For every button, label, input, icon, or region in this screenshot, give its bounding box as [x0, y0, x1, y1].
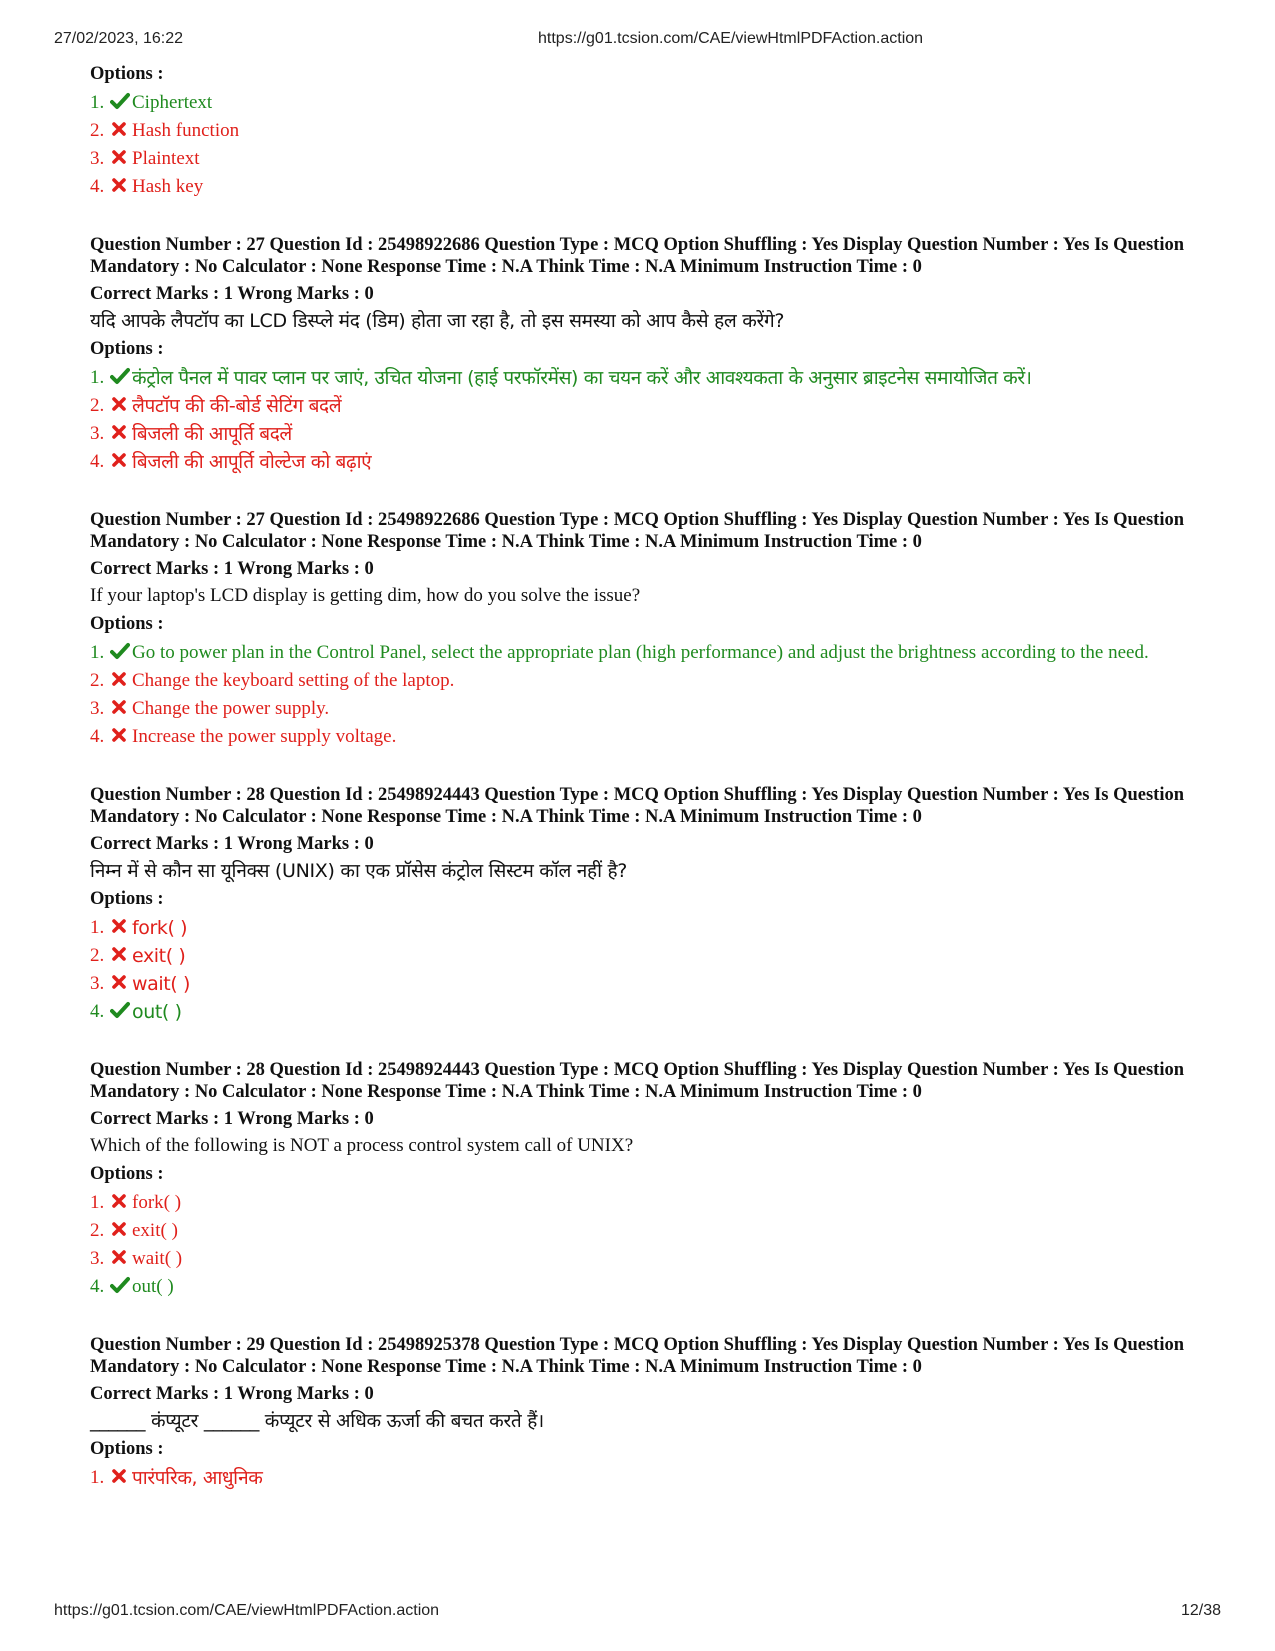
option-number: 4. [90, 1276, 105, 1297]
option-2 [90, 395, 1190, 417]
option-number: 1. [90, 1467, 105, 1488]
question-marks: Correct Marks : 1 Wrong Marks : 0 [90, 284, 374, 304]
option-number: 1. [90, 917, 105, 938]
question-marks: Correct Marks : 1 Wrong Marks : 0 [90, 1109, 374, 1129]
options-list [90, 1467, 1190, 1489]
option-2 [90, 1220, 1190, 1242]
cross-icon [110, 423, 132, 443]
option-text: लैपटॉप की की-बोर्ड सेटिंग बदलें [132, 395, 342, 417]
option-3 [90, 1248, 1190, 1270]
option-number: 2. [90, 945, 105, 966]
cross-icon [110, 1220, 132, 1240]
question-meta: Question Number : 27 Question Id : 25498922686 Question Type : MCQ Option Shuffling : Yes Display Question Number : Yes Is Question Mandatory : No Calculator : None Response Time : N.A Think Time : N.A Minimum Instruction Time : 0 [90, 235, 1185, 277]
check-icon [110, 1001, 132, 1021]
question-block [90, 784, 1190, 1023]
question-marks: Correct Marks : 1 Wrong Marks : 0 [90, 1384, 374, 1404]
option-3 [90, 973, 1190, 995]
option-text: Hash function [132, 120, 240, 141]
option-text: Change the keyboard setting of the laptop. [132, 670, 455, 691]
question-block [90, 509, 1190, 748]
option-1 [90, 1467, 1190, 1489]
cross-icon [110, 973, 132, 993]
options-label: Options : [90, 64, 164, 84]
options-list [90, 92, 1190, 198]
cross-icon [110, 1467, 132, 1487]
options-list [90, 1192, 1190, 1298]
check-icon [110, 92, 132, 112]
option-3 [90, 148, 1190, 170]
option-number: 3. [90, 698, 105, 719]
question-meta: Question Number : 28 Question Id : 25498924443 Question Type : MCQ Option Shuffling : Yes Display Question Number : Yes Is Question Mandatory : No Calculator : None Response Time : N.A Think Time : N.A Minimum Instruction Time : 0 [90, 785, 1185, 827]
option-text: out( ) [132, 1276, 174, 1297]
question-text: ______ कंप्यूटर ______ कंप्यूटर से अधिक ऊर्जा की बचत करते हैं। [90, 1410, 544, 1432]
cross-icon [110, 1248, 132, 1268]
option-1 [90, 917, 1190, 939]
options-label: Options : [90, 889, 164, 909]
option-text: Plaintext [132, 148, 200, 169]
question-text: Which of the following is NOT a process control system call of UNIX? [90, 1135, 634, 1156]
option-text: exit( ) [132, 945, 186, 967]
options-label: Options : [90, 614, 164, 634]
cross-icon [110, 945, 132, 965]
option-4 [90, 451, 1190, 473]
cross-icon [110, 148, 132, 168]
option-text: wait( ) [132, 973, 190, 995]
questions-list [90, 234, 1190, 1489]
option-number: 1. [90, 92, 105, 113]
check-icon [110, 367, 132, 387]
question-block [90, 1059, 1190, 1298]
option-number: 4. [90, 726, 105, 747]
cross-icon [110, 395, 132, 415]
option-number: 3. [90, 148, 105, 169]
question-meta: Question Number : 28 Question Id : 25498924443 Question Type : MCQ Option Shuffling : Yes Display Question Number : Yes Is Question Mandatory : No Calculator : None Response Time : N.A Think Time : N.A Minimum Instruction Time : 0 [90, 1060, 1185, 1102]
option-2 [90, 120, 1190, 142]
option-4 [90, 726, 1190, 748]
options-list [90, 917, 1190, 1023]
question-paper-content [90, 58, 1190, 1525]
question-marks: Correct Marks : 1 Wrong Marks : 0 [90, 834, 374, 854]
cross-icon [110, 1192, 132, 1212]
option-text: Change the power supply. [132, 698, 330, 719]
option-number: 1. [90, 642, 105, 663]
option-number: 4. [90, 176, 105, 197]
option-4 [90, 176, 1190, 198]
question-meta: Question Number : 27 Question Id : 25498922686 Question Type : MCQ Option Shuffling : Yes Display Question Number : Yes Is Question Mandatory : No Calculator : None Response Time : N.A Think Time : N.A Minimum Instruction Time : 0 [90, 510, 1185, 552]
options-label: Options : [90, 339, 164, 359]
question-text: यदि आपके लैपटॉप का LCD डिस्प्ले मंद (डिम) होता जा रहा है, तो इस समस्या को आप कैसे हल करेंगे? [90, 310, 785, 332]
question-block [90, 1334, 1190, 1489]
option-number: 1. [90, 1192, 105, 1213]
option-text: fork( ) [132, 917, 188, 939]
option-text: बिजली की आपूर्ति बदलें [132, 423, 292, 445]
cross-icon [110, 176, 132, 196]
option-number: 2. [90, 670, 105, 691]
option-number: 4. [90, 1001, 105, 1022]
cross-icon [110, 120, 132, 140]
option-1 [90, 367, 1190, 389]
option-2 [90, 670, 1190, 692]
option-2 [90, 945, 1190, 967]
option-text: out( ) [132, 1001, 182, 1023]
option-number: 2. [90, 395, 105, 416]
question-meta: Question Number : 29 Question Id : 25498925378 Question Type : MCQ Option Shuffling : Yes Display Question Number : Yes Is Question Mandatory : No Calculator : None Response Time : N.A Think Time : N.A Minimum Instruction Time : 0 [90, 1335, 1185, 1377]
option-number: 3. [90, 973, 105, 994]
option-text: exit( ) [132, 1220, 178, 1241]
option-number: 4. [90, 451, 105, 472]
options-list [90, 642, 1190, 748]
options-label: Options : [90, 1164, 164, 1184]
option-1 [90, 642, 1190, 664]
option-text: Hash key [132, 176, 204, 197]
option-text: Go to power plan in the Control Panel, select the appropriate plan (high performance) and adjust the brightness according to the need. [132, 642, 1149, 663]
cross-icon [110, 451, 132, 471]
option-3 [90, 698, 1190, 720]
option-number: 2. [90, 120, 105, 141]
option-number: 3. [90, 423, 105, 444]
option-number: 1. [90, 367, 105, 388]
option-text: कंट्रोल पैनल में पावर प्लान पर जाएं, उचित योजना (हाई परफॉरमेंस) का चयन करें और आवश्यकता के अनुसार ब्राइटनेस समायोजित करें। [132, 367, 1032, 389]
option-3 [90, 423, 1190, 445]
option-text: पारंपरिक, आधुनिक [132, 1467, 263, 1489]
option-text: Ciphertext [132, 92, 213, 113]
question-options-continued [90, 62, 1190, 198]
option-text: Increase the power supply voltage. [132, 726, 397, 747]
cross-icon [110, 670, 132, 690]
option-1 [90, 1192, 1190, 1214]
options-label: Options : [90, 1439, 164, 1459]
option-text: fork( ) [132, 1192, 182, 1213]
option-4 [90, 1001, 1190, 1023]
print-url[interactable]: https://g01.tcsion.com/CAE/viewHtmlPDFAction.action [538, 30, 924, 47]
question-marks: Correct Marks : 1 Wrong Marks : 0 [90, 559, 374, 579]
question-text: If your laptop's LCD display is getting dim, how do you solve the issue? [90, 585, 641, 606]
cross-icon [110, 917, 132, 937]
cross-icon [110, 726, 132, 746]
option-1 [90, 92, 1190, 114]
check-icon [110, 1276, 132, 1296]
page-number: 12/38 [1180, 1602, 1221, 1619]
option-text: बिजली की आपूर्ति वोल्टेज को बढ़ाएं [132, 451, 372, 473]
option-4 [90, 1276, 1190, 1298]
options-list [90, 367, 1190, 473]
print-datetime: 27/02/2023, 16:22 [54, 30, 184, 47]
question-block [90, 234, 1190, 473]
option-number: 3. [90, 1248, 105, 1269]
footer-url[interactable]: https://g01.tcsion.com/CAE/viewHtmlPDFAction.action [54, 1602, 440, 1619]
option-number: 2. [90, 1220, 105, 1241]
check-icon [110, 642, 132, 662]
cross-icon [110, 698, 132, 718]
question-text: निम्न में से कौन सा यूनिक्स (UNIX) का एक प्रॉसेस कंट्रोल सिस्टम कॉल नहीं है? [90, 860, 628, 882]
option-text: wait( ) [132, 1248, 183, 1269]
